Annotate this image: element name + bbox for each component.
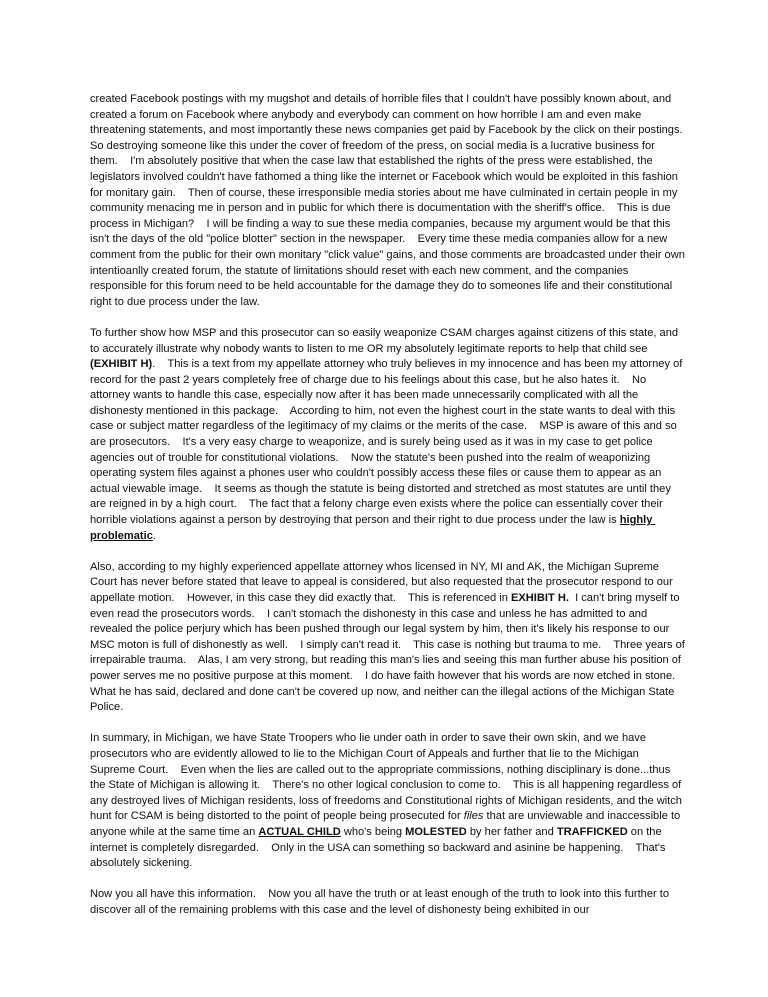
- paragraph-4-text-a: In summary, in Michigan, we have State Troopers who lie under oath in order to save their own skin, and we have prosecutors who are evidently allowed to lie to the Michigan Court of Appeals and further that lie to the Michigan Supreme Court. Even when the lies are called out to the appropriate commissions, nothing disciplinary is done...thus the State of Michigan is allowing it. There's no other logical conclusion to come to. This is all happening regardless of any destroyed lives of Michigan residents, loss of freedoms and Constitutional rights of Michigan residents, and the witch hunt for CSAM is being distorted to the point of people being prosecuted for: [90, 732, 686, 823]
- paragraph-2-text-a: To further show how MSP and this prosecutor can so easily weaponize CSAM charges against citizens of this state, and to accurately illustrate why nobody wants to listen to me OR my absolutely legitimate reports to help that child see: [90, 326, 682, 355]
- paragraph-4-text-e: on the internet is completely disregarded. Only in the USA can something so backward and asinine be happening. That's absolutely sickening.: [90, 825, 669, 870]
- paragraph-2: [90, 326, 685, 544]
- paragraph-5-text: Now you all have this information. Now you all have the truth or at least enough of the truth to look into this further to discover all of the remaining problems with this case and the level of dishonesty being exhibited in our: [90, 888, 673, 916]
- trafficked-emphasis: TRAFFICKED: [556, 825, 628, 838]
- paragraph-4-text-b: that are unviewable and inaccessible to anyone while at the same time an: [90, 810, 684, 838]
- molested-emphasis: MOLESTED: [405, 825, 467, 838]
- exhibit-h-reference: (EXHIBIT H): [90, 358, 153, 371]
- paragraph-4-text-c: who's being: [340, 825, 406, 838]
- files-emphasis: files: [463, 810, 484, 823]
- paragraph-5: [90, 887, 685, 918]
- document-page: [90, 92, 695, 934]
- paragraph-1-text: created Facebook postings with my mugshot and details of horrible files that I couldn't have possibly known about, and created a forum on Facebook where anybody and everybody can comment on how horrible I am and even make threatening statements, and most importantly these news companies get paid by Facebook by the click on their postings. So destroying someone like this under the cover of freedom of the press, on social media is a lucrative business for them. I'm absolutely positive that when the case law that established the rights of the press were established, the legislators involved couldn't have fathomed a thing like the internet or Facebook which would be exploited in this fashion for monitary gain. Then of course, these irresponsible media stories about me have culminated in certain people in my community menacing me in person and in public for which there is documentation with the sheriff's office. This is due process in Michigan? I will be finding a way to sue these media companies, because my argument would be that this isn't the days of the old "police blotter" section in the newspaper. Every time these media companies allow for a new comment from the public for their own monitary "click value" gains, and those comments are broadcasted under their own intentioanlly created forum, the statute of limitations should reset with each new comment, and the companies responsible for this forum need to be held accountable for the damage they do to someones life and their constitutional right to due process under the law.: [90, 93, 695, 308]
- paragraph-2-text-c: .: [152, 529, 156, 542]
- paragraph-3-text-b: I can't bring myself to even read the prosecutors words. I can't stomach the dishonesty in this case and unless he has admitted to and revealed the police perjury which has been pushed through our legal system by him, then it's likely his response to our MSC moton is full of dishonestly as well. I simply can't read it. This case is nothing but trauma to me. Three years of irrepairable trauma. Alas, I am very strong, but reading this man's lies and seeing this man further abuse his position of power serves me no positive purpose at this moment. I do have faith however that his words are now etched in stone. What he has said, declared and done can't be covered up now, and neither can the illegal actions of the Michigan State Police.: [90, 592, 688, 714]
- actual-child-emphasis: ACTUAL CHILD: [258, 825, 341, 838]
- paragraph-4: [90, 731, 685, 871]
- paragraph-3: [90, 560, 688, 716]
- paragraph-3-text-a: Also, according to my highly experienced appellate attorney whos licensed in NY, MI and AK, the Michigan Supreme Court has never before stated that leave to appeal is considered, but also requested that the prosecutor respond to our appellate motion. However, in this case they did exactly that. This is referenced in: [90, 560, 676, 604]
- exhibit-h-reference-2: EXHIBIT H.: [510, 592, 569, 604]
- paragraph-4-text-d: by her father and: [466, 825, 557, 838]
- highly-problematic-emphasis: highly problematic: [90, 514, 656, 542]
- paragraph-2-text-b: . This is a text from my appellate attorney who truly believes in my innocence and has been my attorney of record for the past 2 years completely free of charge due to his feelings about this case, but he also hates it. No attorney wants to handle this case, especially now after it has been made unnecessarily complicated with all the dishonesty mentioned in this package. According to him, not even the highest court in the state wants to deal with this case or subject matter regardless of the legitimacy of my claims or the merits of the case. MSP is aware of this and so are prosecutors. It's a very easy charge to weaponize, and is surely being used as it was in my case to get police agencies out of trouble for constitutional violations. Now the statute's been pushed into the realm of weaponizing operating system files against a phones user who couldn't possibly access these files or cause them to appear as an actual viewable image. It seems as though the statute is being distorted and stretched as most statutes are until they are reigned in by a high court. The fact that a felony charge even exists where the police can essentially cover their horrible violations against a person by destroying that person and their right to due process under the law is: [90, 358, 686, 527]
- paragraph-1: [90, 92, 695, 310]
